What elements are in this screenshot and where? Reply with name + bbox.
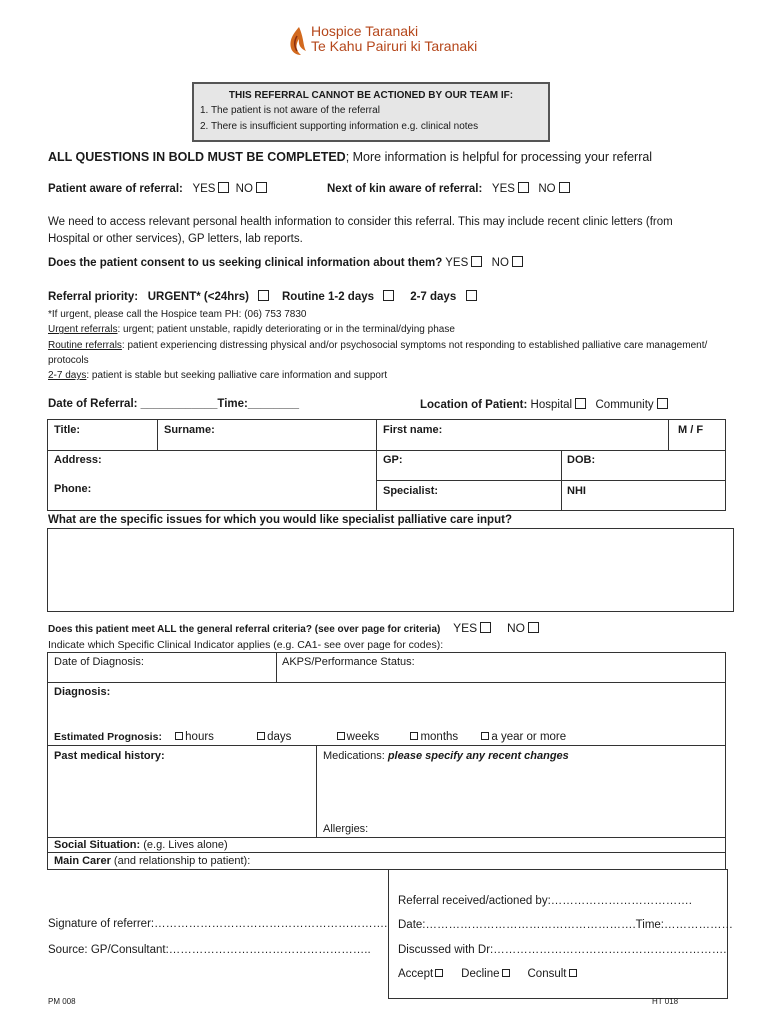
first-name-field[interactable]: First name: <box>383 424 443 436</box>
prognosis-weeks-checkbox[interactable] <box>337 732 345 740</box>
consult-checkbox[interactable] <box>569 969 577 977</box>
prognosis-hours-label: hours <box>185 731 214 743</box>
consult-label: Consult <box>527 968 567 980</box>
consent-row <box>48 256 526 269</box>
specialist-field[interactable]: Specialist: <box>383 485 439 497</box>
akps-field[interactable]: AKPS/Performance Status: <box>282 656 415 668</box>
col-divider <box>157 419 158 450</box>
intro-rest: ; More information is helpful for processing your referral <box>345 150 653 164</box>
accept-label: Accept <box>398 968 434 980</box>
prognosis-year-label: a year or more <box>491 731 567 743</box>
priority-label: Referral priority: <box>48 291 139 303</box>
dob-field[interactable]: DOB: <box>567 454 596 466</box>
location-label: Location of Patient: <box>420 399 528 411</box>
patient-aware-yes-checkbox[interactable] <box>218 182 229 193</box>
days-definition: 2-7 days: patient is stable but seeking palliative care information and support <box>48 370 388 382</box>
flame-logo-icon <box>287 26 309 56</box>
col-divider <box>316 745 317 837</box>
past-medical-history-field[interactable]: Past medical history: <box>54 750 165 762</box>
row-divider <box>47 837 725 838</box>
date-time-row <box>48 398 299 410</box>
kin-aware-label: Next of kin aware of referral: <box>327 183 483 195</box>
medications-note: please specify any recent changes <box>387 750 569 762</box>
access-text: We need to access relevant personal health information to consider this referral. This may include recent clinic letters (from Hospital or other services), GP letters, lab reports. <box>48 216 673 245</box>
social-hint: (e.g. Lives alone) <box>140 839 228 851</box>
consent-yes-checkbox[interactable] <box>471 256 482 267</box>
medications-field[interactable] <box>323 750 569 762</box>
carer-label: Main Carer <box>54 855 111 867</box>
issues-label: What are the specific issues for which you would like specialist palliative care input? <box>48 514 512 526</box>
consent-no-checkbox[interactable] <box>512 256 523 267</box>
decline-label: Decline <box>461 968 500 980</box>
prognosis-row <box>54 731 714 743</box>
intro-bold: ALL QUESTIONS IN BOLD MUST BE COMPLETED <box>48 150 346 164</box>
patient-aware-no-checkbox[interactable] <box>256 182 267 193</box>
date-of-diagnosis-field[interactable]: Date of Diagnosis: <box>54 656 144 668</box>
location-hospital-checkbox[interactable] <box>575 398 586 409</box>
criteria-yes-checkbox[interactable] <box>480 622 491 633</box>
indicator-label: Indicate which Specific Clinical Indicator applies (e.g. CA1- see over page for codes): <box>48 639 444 651</box>
prognosis-hours-checkbox[interactable] <box>175 732 183 740</box>
diagnosis-field[interactable]: Diagnosis: <box>54 686 111 698</box>
location-community-checkbox[interactable] <box>657 398 668 409</box>
priority-row <box>48 290 480 303</box>
source-field[interactable]: Source: GP/Consultant:…………………………………………….. <box>48 944 371 956</box>
col-divider <box>376 419 377 510</box>
row-divider <box>47 682 725 683</box>
routine-definition: Routine referrals: patient experiencing distressing physical and/or psychosocial symptoms not responding to established palliative care management/ protocols <box>48 339 708 366</box>
priority-2-7-days-checkbox[interactable] <box>466 290 477 301</box>
priority-routine-label: Routine 1-2 days <box>281 291 375 303</box>
prognosis-months-checkbox[interactable] <box>410 732 418 740</box>
location-row <box>420 398 671 411</box>
consent-yes-label: YES <box>445 257 469 269</box>
col-divider <box>276 652 277 682</box>
kin-aware-no-label: NO <box>538 183 556 195</box>
logo-line2: Te Kahu Pairuri ki Taranaki <box>311 38 478 54</box>
gp-field[interactable]: GP: <box>383 454 403 466</box>
row-divider <box>47 852 725 853</box>
patient-aware-label: Patient aware of referral: <box>48 183 183 195</box>
gender-field[interactable]: M / F <box>678 424 704 436</box>
phone-field[interactable]: Phone: <box>54 483 92 495</box>
prognosis-days-checkbox[interactable] <box>257 732 265 740</box>
footer-right: HT 018 <box>652 997 679 1006</box>
consent-no-label: NO <box>491 257 509 269</box>
priority-routine-checkbox[interactable] <box>383 290 394 301</box>
received-by-field[interactable]: Referral received/actioned by:………………………………. <box>398 895 692 907</box>
allergies-field[interactable]: Allergies: <box>323 823 369 835</box>
title-field[interactable]: Title: <box>54 424 81 436</box>
criteria-label: Does this patient meet ALL the general referral criteria? (see over page for criteria) <box>48 624 441 635</box>
carer-hint: (and relationship to patient): <box>110 855 251 867</box>
decline-checkbox[interactable] <box>502 969 510 977</box>
social-label: Social Situation: <box>54 839 141 851</box>
row-divider <box>376 480 725 481</box>
discussed-with-field[interactable]: Discussed with Dr:……………………………………………………. <box>398 944 727 956</box>
logo <box>287 24 497 58</box>
accept-checkbox[interactable] <box>435 969 443 977</box>
time-field[interactable]: Time:________ <box>217 398 300 410</box>
kin-aware-no-checkbox[interactable] <box>559 182 570 193</box>
surname-field[interactable]: Surname: <box>164 424 215 436</box>
location-hospital-label: Hospital <box>530 399 573 411</box>
address-field[interactable]: Address: <box>54 454 102 466</box>
location-community-label: Community <box>595 399 654 411</box>
warning-item-1: 1. The patient is not aware of the referral <box>200 105 380 116</box>
prognosis-months-label: months <box>420 731 459 743</box>
criteria-row <box>48 621 542 635</box>
priority-2-7-days-label: 2-7 days <box>410 291 457 303</box>
criteria-no-label: NO <box>506 621 525 635</box>
prognosis-weeks-label: weeks <box>346 731 380 743</box>
warning-title: THIS REFERRAL CANNOT BE ACTIONED BY OUR TEAM IF: <box>228 90 514 101</box>
intro-line <box>48 150 652 164</box>
urgent-definition: Urgent referrals: urgent; patient unstable, rapidly deteriorating or in the terminal/dying phase <box>48 324 455 336</box>
col-divider <box>668 419 669 450</box>
nhi-field[interactable]: NHI <box>567 485 586 497</box>
main-carer-field[interactable] <box>54 855 250 867</box>
kin-aware-yes-label: YES <box>491 183 515 195</box>
prognosis-days-label: days <box>267 731 292 743</box>
row-divider <box>47 745 725 746</box>
kin-aware-yes-checkbox[interactable] <box>518 182 529 193</box>
prognosis-year-checkbox[interactable] <box>481 732 489 740</box>
patient-aware-yes-label: YES <box>192 183 216 195</box>
office-date-time-field[interactable]: Date:……………………………………………….Time:……………… <box>398 919 734 931</box>
criteria-no-checkbox[interactable] <box>528 622 539 633</box>
priority-notes <box>48 307 708 383</box>
prognosis-label: Estimated Prognosis: <box>54 731 162 743</box>
signature-field[interactable]: Signature of referrer:……………………………………………………. <box>48 918 388 930</box>
patient-aware-no-label: NO <box>235 183 253 195</box>
kin-aware-row <box>327 182 573 195</box>
footer-left: PM 008 <box>48 997 76 1006</box>
social-situation-field[interactable] <box>54 839 228 851</box>
issues-textarea[interactable] <box>47 528 734 612</box>
urgent-phone-note: *If urgent, please call the Hospice team PH: (06) 753 7830 <box>48 309 307 320</box>
criteria-yes-label: YES <box>453 621 478 635</box>
priority-urgent-label: URGENT* (<24hrs) <box>147 291 249 303</box>
decision-row <box>398 968 579 980</box>
logo-line1: Hospice Taranaki <box>311 23 419 39</box>
warning-item-2: 2. There is insufficient supporting information e.g. clinical notes <box>200 121 479 132</box>
patient-aware-row <box>48 182 270 195</box>
medications-label: Medications: <box>323 750 388 762</box>
warning-box <box>192 82 550 142</box>
table-divider <box>47 450 725 451</box>
date-of-referral-field[interactable]: Date of Referral: ____________ <box>48 398 218 410</box>
priority-urgent-checkbox[interactable] <box>258 290 269 301</box>
consent-label: Does the patient consent to us seeking clinical information about them? <box>48 257 443 269</box>
